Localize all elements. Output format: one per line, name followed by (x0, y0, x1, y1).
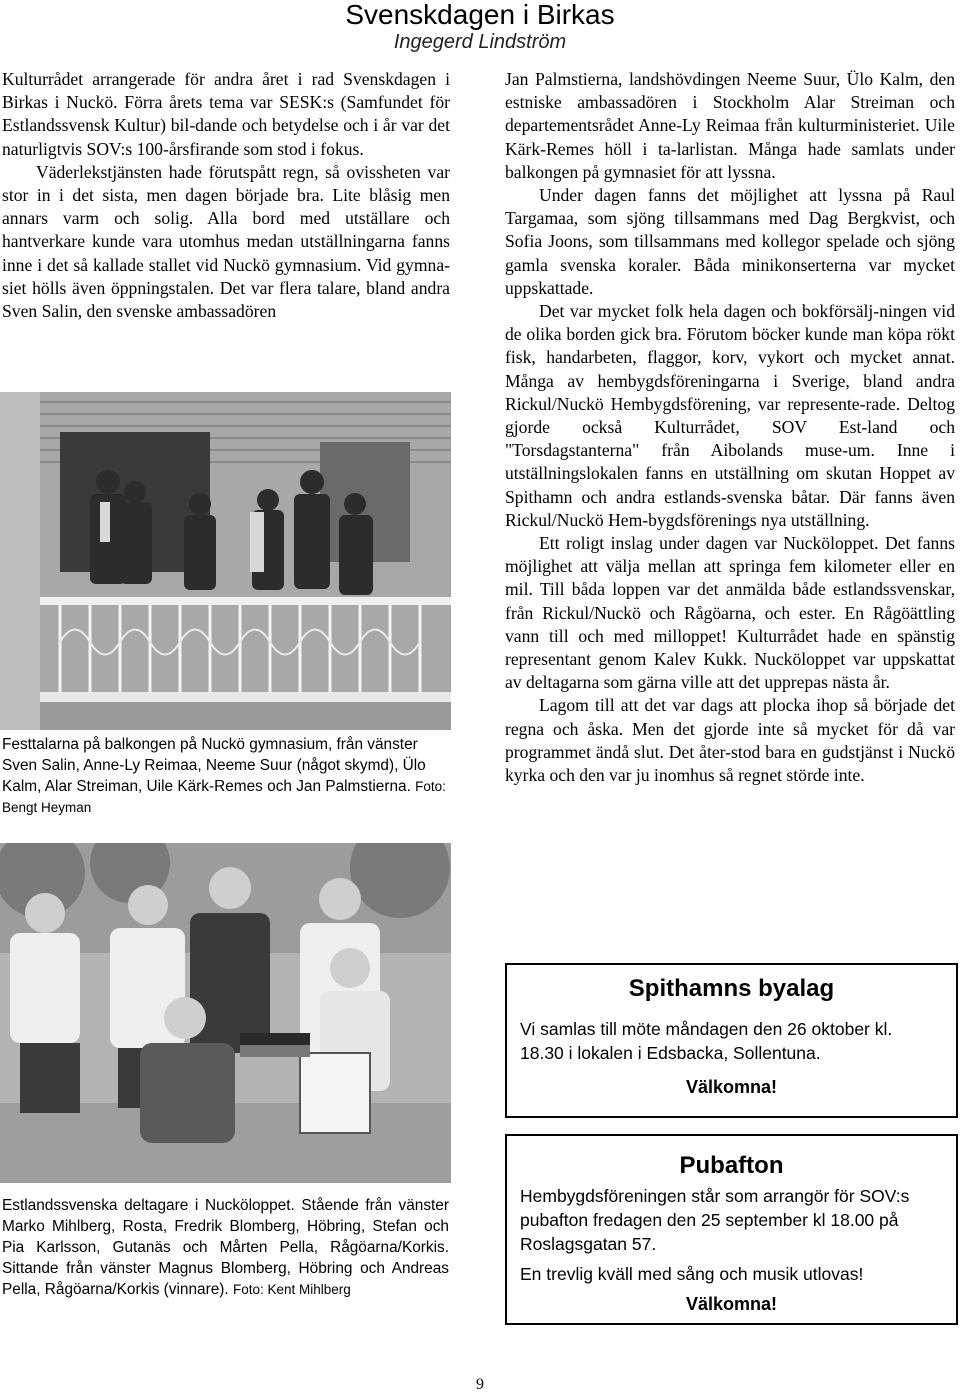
paragraph: Ett roligt inslag under dagen var Nucköloppet. Det fanns möjlighet att välja mellan att springa fem kilometer eller en mil. Till båda loppen var det anmälda både estlandssvenskar, från Rickul/Nuckö och Rågöarna, och ester. En Rågöättling vann till och med milloppet! Kulturrådet hade en spänstig representant genom Kalev Kukk. Nucköloppet var uppskattat av deltagarna som gärna ville att det upprepas nästa år. (505, 533, 955, 693)
notice-text: Hembygdsföreningen står som arrangör för SOV:s pubafton fredagen den 25 september kl 18.00 på Roslagsgatan 57. (520, 1186, 910, 1254)
notice-title: Spithamns byalag (628, 975, 835, 1002)
article-left-column (2, 68, 450, 323)
paragraph: Under dagen fanns det möjlighet att lyssna på Raul Targamaa, som sjöng tillsammans med Dag Bergkvist, och Sofia Joons, som tillsammans med kollegor spelade och sjöng gamla svenska koraler. Båda minikonserterna var mycket uppskattade. (505, 185, 955, 298)
article-author: Ingegerd Lindström (393, 31, 567, 53)
notice-text: En trevlig kväll med sång och musik utlovas! (520, 1264, 864, 1284)
paragraph: Lagom till att det var dags att plocka ihop så började det regna och åska. Men det gjorde inte så mycket för då var programmet ändå slut. Det åter-stod bara en gudstjänst i Nuckö kyrka och den var ju inomhus så regnet störde inte. (505, 695, 955, 786)
balcony-photo-image (0, 392, 451, 730)
caption-text: Festtalarna på balkongen på Nuckö gymnasium, från vänster Sven Salin, Anne-Ly Reimaa, Neeme Suur (något skymd), Ülo Kalm, Alar Streiman, Uile Kärk-Remes och Jan Palmstierna. (2, 736, 426, 795)
spithamn-notice-box (505, 963, 958, 1118)
pubafton-notice-box (505, 1134, 958, 1325)
paragraph: Jan Palmstierna, landshövdingen Neeme Suur, Ülo Kalm, den estniske ambassadören i Stockholm Alar Streiman och departementsrådet Anne-Ly Reimaa från kulturministeriet. Uile Kärk-Remes höll i ta-larlistan. Många hade samlats under balkongen på gymnasiet för att lyssna. (505, 69, 955, 182)
balcony-photo-caption (2, 734, 449, 818)
caption-text: Estlandssvenska deltagare i Nucköloppet. Stående från vänster Marko Mihlberg, Rosta, Fredrik Blomberg, Höbring, Stefan och Pia Karlsson, Gutanäs och Mårten Pella, Rågöarna/Korkis. Sittande från vänster Magnus Blomberg, Höbring och Andreas Pella, Rågöarna/Korkis (vinnare). (2, 1197, 449, 1298)
page-number: 9 (476, 1376, 484, 1393)
notice-welcome: Välkomna! (685, 1077, 778, 1097)
article-title: Svenskdagen i Birkas (345, 0, 615, 30)
photo-credit: Foto: Kent Mihlberg (232, 1282, 351, 1297)
notice-title: Pubafton (679, 1152, 784, 1179)
runners-photo (0, 843, 451, 1183)
balcony-photo (0, 392, 451, 730)
runners-photo-image (0, 843, 451, 1183)
paragraph: Kulturrådet arrangerade för andra året i rad Svenskdagen i Birkas i Nuckö. Förra årets tema var SESK:s (Samfundet för Estlandssvensk Kultur) bil-dande och betydelse och i år var det naturligtvis SOV:s 100-årsfirande som stod i fokus. (2, 69, 450, 159)
notice-text: Vi samlas till möte måndagen den 26 oktober kl. 18.30 i lokalen i Edsbacka, Sollentuna. (520, 1019, 893, 1063)
notice-welcome: Välkomna! (685, 1294, 778, 1314)
article-right-column (505, 68, 955, 787)
article-header (0, 0, 960, 54)
paragraph: Det var mycket folk hela dagen och bokförsälj-ningen vid de olika borden gick bra. Förutom böcker kunde man köpa rökt fisk, handarbeten, flaggor, korv, vykort och mycket annat. Många av hembygdsföreningarna i Sverige, bland andra Rickul/Nuckö Hembygdsförening, var represente-rade. Deltog gjorde också Kulturrådet, SOV Est-land och "Torsdagstanterna" från Aibolands muse-um. Inne i utställningslokalen fanns en utställning om skutan Hoppet av Spithamn och andra estlands-svenska båtar. Där fanns även Rickul/Nuckö Hem-bygdsförenings nya utställning. (505, 301, 955, 530)
runners-photo-caption (2, 1195, 449, 1300)
photo-credit: Foto: Bengt Heyman (2, 779, 446, 815)
paragraph: Väderlekstjänsten hade förutspått regn, så ovissheten var stor in i det sista, men dagen började bra. Lite blåsig men annars varm och solig. Alla bord med utställare och hantverkare kunde vara utomhus medan utställningarna fanns inne i det så kallade stallet vid Nuckö gymnasium. Vid gymna-siet hölls även öppningstalen. Det var flera talare, bland andra Sven Salin, den svenske ambassadören (2, 161, 450, 322)
